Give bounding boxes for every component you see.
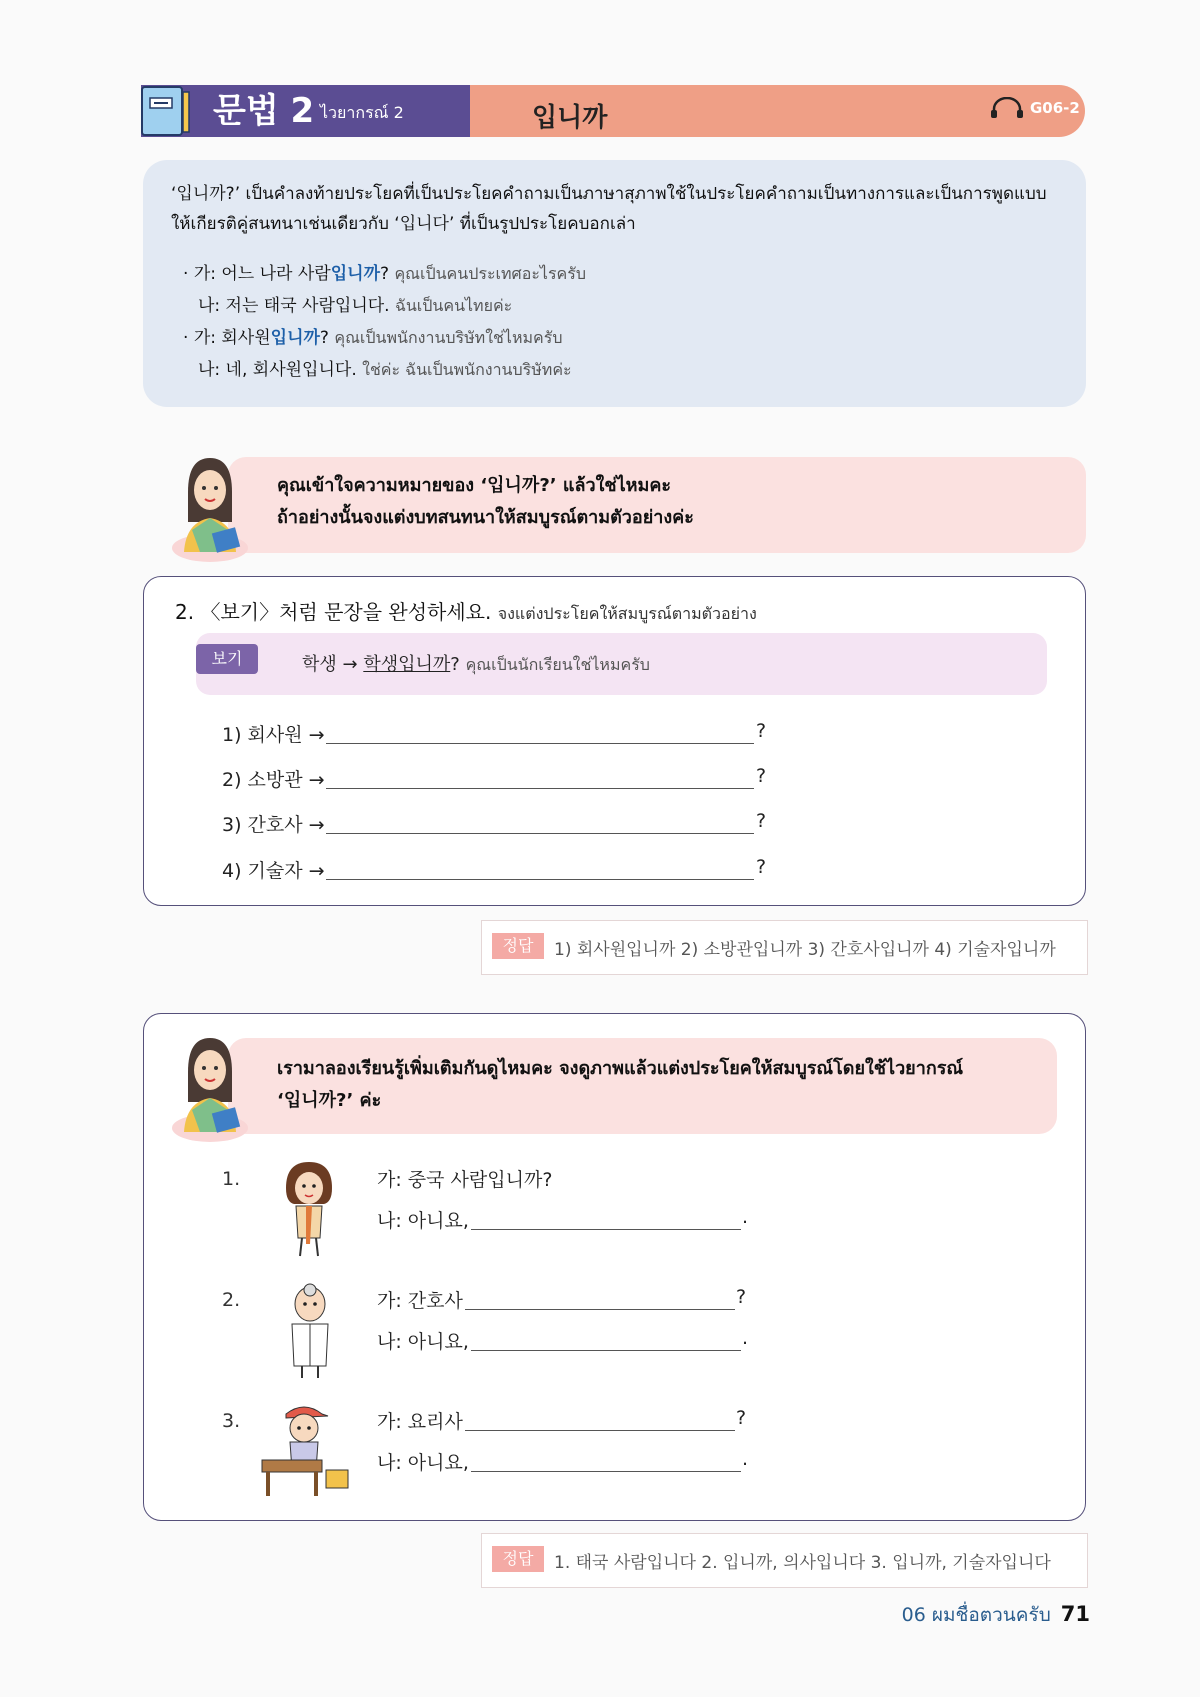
book-icon <box>141 86 191 136</box>
example-thai: ใช่ค่ะ ฉันเป็นพนักงานบริษัทค่ะ <box>362 360 572 379</box>
item-number: 1. <box>222 1168 241 1190</box>
dialogue-line-na: 나: 아니요, <box>377 1331 469 1353</box>
dialogue-line-na: 나: 아니요, <box>377 1452 469 1474</box>
answer-blank[interactable] <box>465 1309 735 1310</box>
question-mark: ? <box>756 765 767 787</box>
answer-blank[interactable] <box>471 1471 741 1472</box>
answer-tag: 정답 <box>492 933 544 959</box>
chapter-title: 06 ผมชื่อตวนครับ <box>901 1604 1051 1626</box>
headphones-icon <box>990 97 1024 119</box>
question-mark: ? <box>756 810 767 832</box>
example-answer: 학생입니까 <box>363 654 451 675</box>
dialogue-line-ga: 가: 간호사 <box>377 1290 463 1312</box>
example-thai: คุณเป็นพนักงานบริษัทใช่ไหมครับ <box>334 328 563 347</box>
example-punct: ? <box>380 264 390 284</box>
exercise-title-korean: 2. 〈보기〉처럼 문장을 완성하세요. <box>175 600 492 624</box>
item-number: 2. <box>222 1289 241 1311</box>
woman-figure-icon <box>276 1158 342 1258</box>
answer-blank[interactable] <box>326 833 754 834</box>
exercise-title <box>175 596 757 627</box>
bullet: · <box>183 328 189 348</box>
exercise-title-thai: จงแต่งประโยคให้สมบูรณ์ตามตัวอย่าง <box>497 604 757 623</box>
bubble-text: เรามาลองเรียนรู้เพิ่มเติมกันดูไหมคะ จงดูภาพแล้วแต่งประโยคให้สมบูรณ์โดยใช้ไวยากรณ์ <box>277 1058 964 1079</box>
example-sentence <box>198 292 512 320</box>
dialogue-line-na: 나: 아니요, <box>377 1210 469 1232</box>
example-korean: 나: 저는 태국 사람입니다. <box>198 296 390 316</box>
exercise-item-label: 2) 소방관 → <box>222 769 325 791</box>
grammar-explanation <box>143 160 1086 407</box>
example-thai: คุณเป็นคนประเทศอะไรครับ <box>394 264 586 283</box>
sentence-end: . <box>742 1206 749 1228</box>
answer-blank[interactable] <box>326 743 754 744</box>
audio-code: G06-2 <box>1030 99 1080 117</box>
example-word: 학생 → <box>302 654 364 675</box>
teacher-avatar-icon <box>170 1032 250 1142</box>
grammar-topic: 입니까 <box>532 103 608 133</box>
bullet: · <box>183 264 189 284</box>
example-sentence <box>198 356 572 384</box>
answer-blank[interactable] <box>471 1229 741 1230</box>
question-mark: ? <box>736 1286 747 1308</box>
answer-blank[interactable] <box>471 1350 741 1351</box>
dialogue-line-ga: 가: 요리사 <box>377 1411 463 1433</box>
bubble-text: ถ้าอย่างนั้นจงแต่งบทสนทนาให้สมบูรณ์ตามตัวอย่างค่ะ <box>277 507 694 528</box>
example-punct: ? <box>450 654 460 675</box>
page-footer <box>902 1600 1090 1630</box>
example-thai: คุณเป็นนักเรียนใช่ไหมครับ <box>465 655 650 674</box>
example-text <box>302 650 650 678</box>
teacher-avatar-icon <box>170 452 250 562</box>
answer-blank[interactable] <box>326 879 754 880</box>
explanation-line: ให้เกียรติคู่สนทนาเช่นเดียวกับ ‘입니다’ ที่เป็นรูปประโยคบอกเล่า <box>171 214 636 234</box>
exercise-item-label: 1) 회사원 → <box>222 724 325 746</box>
audio-track[interactable] <box>990 97 1080 119</box>
item-number: 3. <box>222 1410 241 1432</box>
exercise-item-label: 4) 기술자 → <box>222 860 325 882</box>
explanation-line: ‘입니까?’ เป็นคำลงท้ายประโยคที่เป็นประโยคคำถามเป็นภาษาสุภาพใช้ในประโยคคำถามเป็นทางการและเป็นการพูดแบบ <box>171 184 1047 204</box>
section-subtitle: ไวยากรณ์ 2 <box>320 103 404 122</box>
example-sentence <box>183 324 562 352</box>
example-highlight: 입니까 <box>270 328 320 348</box>
answer-blank[interactable] <box>326 788 754 789</box>
example-korean: 나: 네, 회사원입니다. <box>198 360 357 380</box>
question-mark: ? <box>756 856 767 878</box>
answer-tag: 정답 <box>492 1546 544 1572</box>
example-sentence <box>183 260 586 288</box>
example-tag: 보기 <box>196 644 258 674</box>
doctor-figure-icon <box>280 1280 340 1380</box>
example-punct: ? <box>319 328 329 348</box>
example-korean: 가: 회사원 <box>193 328 271 348</box>
sentence-end: . <box>742 1327 749 1349</box>
question-mark: ? <box>756 720 767 742</box>
bubble-text: ‘입니까?’ ค่ะ <box>277 1090 382 1111</box>
technician-figure-icon <box>258 1400 354 1500</box>
section-title: 문법 2 <box>213 91 315 131</box>
sentence-end: . <box>742 1448 749 1470</box>
example-thai: ฉันเป็นคนไทยค่ะ <box>394 296 513 315</box>
answer-text: 1) 회사원입니까 2) 소방관입니까 3) 간호사입니까 4) 기술자입니까 <box>554 940 1056 960</box>
answer-blank[interactable] <box>465 1430 735 1431</box>
example-highlight: 입니까 <box>330 264 380 284</box>
dialogue-line-ga: 가: 중국 사람입니까? <box>377 1169 553 1191</box>
bubble-text: คุณเข้าใจความหมายของ ‘입니까?’ แล้วใช่ไหมคะ <box>277 475 672 496</box>
question-mark: ? <box>736 1407 747 1429</box>
page-number: 71 <box>1060 1602 1090 1626</box>
example-korean: 가: 어느 나라 사람 <box>193 264 331 284</box>
exercise-item-label: 3) 간호사 → <box>222 814 325 836</box>
answer-text: 1. 태국 사람입니다 2. 입니까, 의사입니다 3. 입니까, 기술자입니다 <box>554 1553 1051 1573</box>
